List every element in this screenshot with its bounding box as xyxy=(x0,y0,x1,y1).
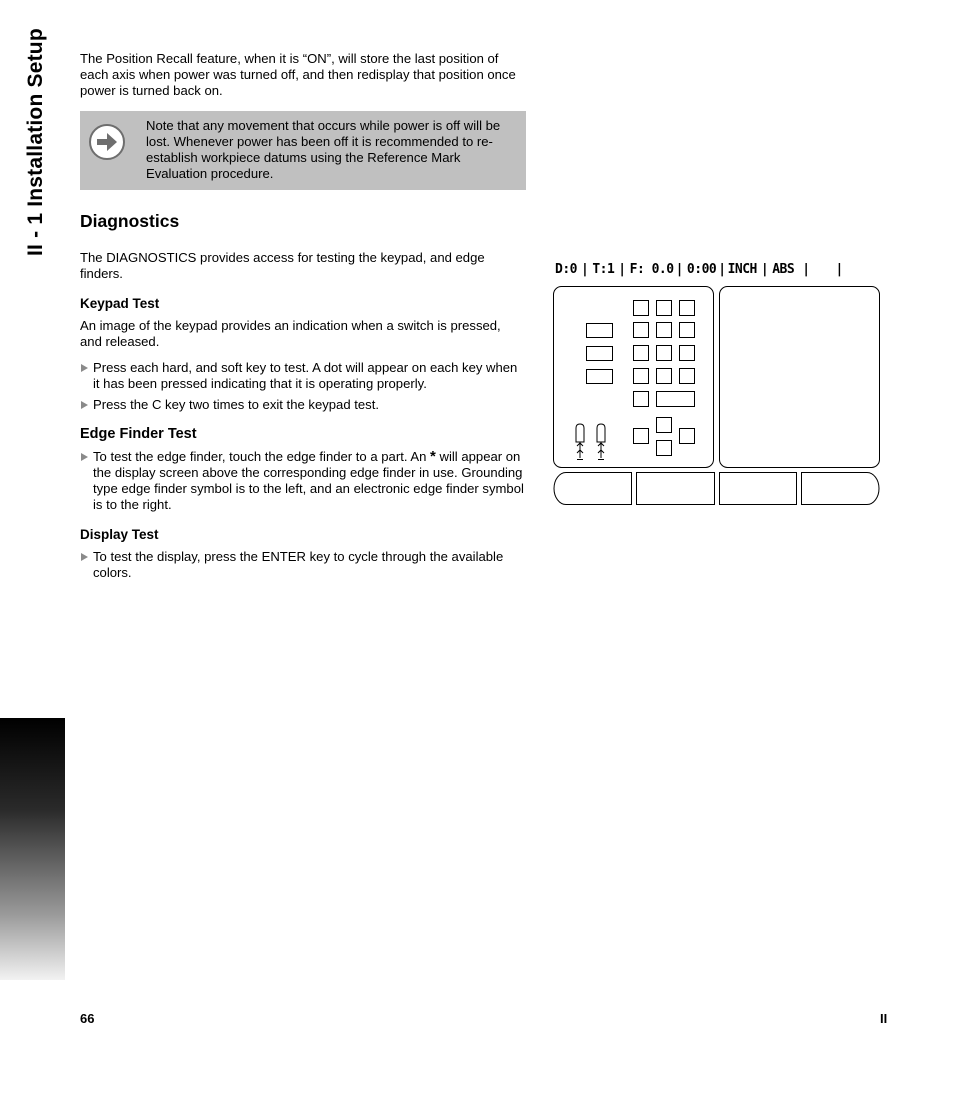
softkey-4 xyxy=(802,473,880,505)
chapter-title: II - 1 Installation Setup xyxy=(24,28,47,256)
side-gradient-bar xyxy=(0,718,65,980)
diagnostics-intro: The DIAGNOSTICS provides access for testing the keypad, and edge finders. xyxy=(80,250,485,281)
status-datum: D:0 xyxy=(555,262,577,277)
key xyxy=(680,301,695,316)
key xyxy=(634,301,649,316)
axis-key xyxy=(587,370,613,384)
status-tool: T:1 xyxy=(592,262,615,277)
keypad-test-text: An image of the keypad provides an indication when a switch is pressed, and released. xyxy=(80,318,501,349)
key xyxy=(634,392,649,407)
key xyxy=(657,418,672,433)
diagnostics-heading: Diagnostics xyxy=(80,211,180,231)
intro-paragraph: The Position Recall feature, when it is “ON”, will store the last position of each axis when power was turned off, and then redisplay that position once power is turned back on. xyxy=(80,51,516,98)
edge-finder-test-heading: Edge Finder Test xyxy=(80,426,197,442)
key xyxy=(680,429,695,444)
key xyxy=(634,346,649,361)
axis-key xyxy=(587,324,613,338)
list-item: Press each hard, and soft key to test. A dot will appear on each key when it has been pressed indicating that it is operating properly. xyxy=(80,360,526,392)
display-panel xyxy=(720,287,880,468)
section-label: II xyxy=(880,1011,888,1026)
note-box xyxy=(80,111,526,190)
status-feed: F: 0.0 xyxy=(629,262,674,277)
display-test-heading: Display Test xyxy=(80,527,159,542)
key xyxy=(634,369,649,384)
page-number: 66 xyxy=(80,1011,95,1026)
bullet-triangle-icon xyxy=(81,401,88,409)
list-item: Press the C key two times to exit the keypad test. xyxy=(80,397,526,413)
key xyxy=(657,323,672,338)
status-units: INCH xyxy=(727,262,757,277)
edge-finder-grounding-icon xyxy=(576,424,584,460)
note-text: Note that any movement that occurs while power is off will be lost. Whenever power has been off it is recommended to re-establish workpiece datums using the Reference Mark Evaluation procedure. xyxy=(146,118,501,181)
bullet-triangle-icon xyxy=(81,553,88,561)
key xyxy=(680,323,695,338)
list-item: To test the display, press the ENTER key to cycle through the available colors. xyxy=(80,549,526,581)
status-bar: D:0 | T:1 | F: 0.0 | 0:00 | INCH | ABS | | xyxy=(555,262,843,277)
key xyxy=(657,301,672,316)
key xyxy=(680,346,695,361)
keypad-test-heading: Keypad Test xyxy=(80,296,160,311)
bullet-triangle-icon xyxy=(81,453,88,461)
key xyxy=(680,369,695,384)
key xyxy=(657,346,672,361)
bullet-triangle-icon xyxy=(81,364,88,372)
status-time: 0:00 xyxy=(686,262,717,277)
axis-key xyxy=(587,347,613,361)
edge-finder-electronic-icon xyxy=(597,424,605,460)
status-mode: ABS xyxy=(772,262,795,277)
key xyxy=(657,369,672,384)
key xyxy=(634,323,649,338)
softkey-1 xyxy=(554,473,632,505)
softkey-2 xyxy=(637,473,715,505)
list-item: To test the edge finder, touch the edge finder to a part. An * will appear on the display screen above the corresponding edge finder in use. Grounding type edge finder symbol is to the left, and an electronic edge finder symbol is to the right. xyxy=(80,449,526,513)
diagnostics-screen xyxy=(552,260,882,510)
arrow-right-icon xyxy=(89,124,125,160)
key xyxy=(657,441,672,456)
keypad-diagram xyxy=(552,260,882,510)
enter-key xyxy=(657,392,695,407)
key xyxy=(634,429,649,444)
softkey-3 xyxy=(720,473,797,505)
